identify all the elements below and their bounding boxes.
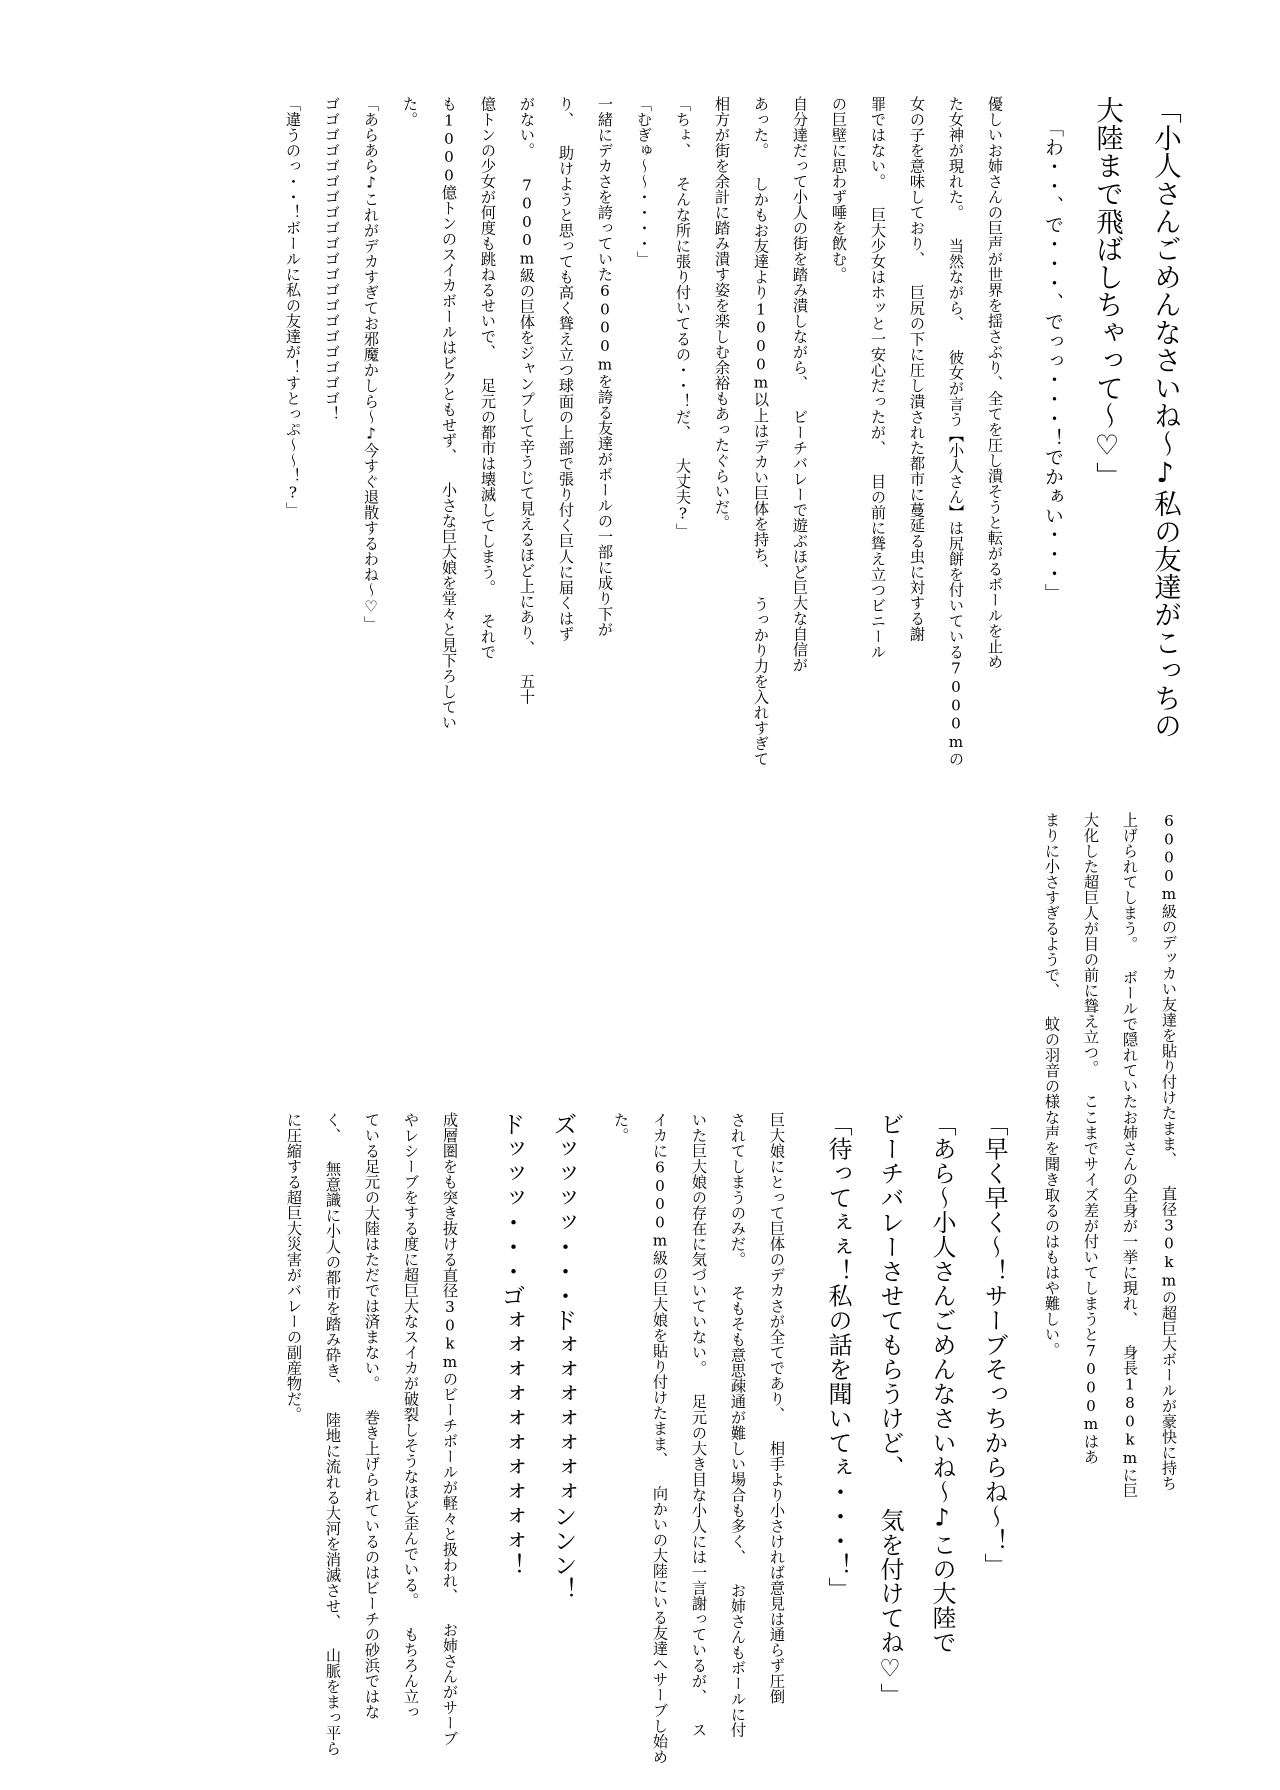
dialogue-line-beachvolley: ビーチバレーさせてもらうけど、 気を付けてね♡」 xyxy=(876,1112,904,1708)
body-column: ている足元の大陸はただでは済まない。 巻き上げられているのはビーチの砂浜ではな xyxy=(363,1112,381,1720)
body-column: た。 xyxy=(612,1112,630,1144)
body-column: 6000m級のデッカい友達を貼り付けたまま、 直径30kmの超巨大ボールが豪快に持ち xyxy=(1160,812,1178,1492)
body-column: イカに6000m級の巨大娘を貼り付けたまま、 向かいの大陸にいる友達へサーブし始め xyxy=(651,1112,669,1765)
body-column: 相方が街を余計に踏み潰す姿を楽しむ余裕もあったぐらいだ。 xyxy=(713,96,731,531)
body-column: の巨壁に思わず唾を飲む。 xyxy=(830,96,848,283)
dialogue-column: 「ちょ、 そんな所に張り付いてるの・・！だ、 大丈夫?」 xyxy=(674,96,692,539)
dialogue-line-ara-kobito: 「あら〜小人さんごめんなさいね〜♪この大陸で xyxy=(928,1112,956,1655)
top-text-block xyxy=(261,96,1181,767)
sfx-column: ゴゴゴゴゴゴゴゴゴゴゴゴゴゴゴゴゴゴゴゴ！ xyxy=(323,96,341,422)
body-column: まりに小さすぎるようで、 蚊の羽音の様な声を聞き取るのはもはや難しい。 xyxy=(1043,812,1061,1358)
body-column: 億トンの少女が何度も跳ねるせいで、 足元の都市は壊滅してしまう。 それで xyxy=(479,96,497,660)
dialogue-column: 「あらあら♪これがデカすぎてお邪魔かしら〜♪今すぐ退散するわね〜♡」 xyxy=(362,96,380,632)
body-column: いた巨大娘の存在に気づいていない。 足元の大き目な小人には一言謝っているが、 ス xyxy=(690,1112,708,1738)
body-column: 優しいお姉さんの巨声が世界を揺さぶり、全てを圧し潰そうと転がるボールを止め xyxy=(986,96,1004,670)
body-column: あった。 しかもお友達より1000m以上はデカい巨体を持ち、 うっかり力を入れすぎて xyxy=(752,96,770,767)
page-title-line1: 「小人さんごめんなさいね〜♪私の友達がこっちの xyxy=(1149,96,1181,740)
page-title-line2: 大陸まで飛ばしちゃって〜♡」 xyxy=(1091,96,1123,490)
dialogue-line-mattee: 「待ってぇぇ！私の話を聞いてぇ・・・！」 xyxy=(824,1112,852,1602)
body-column: 大化した超巨人が目の前に聳え立つ。 ここまでサイズ差が付いてしまうと7000mはあ xyxy=(1082,812,1100,1465)
body-column: がない。 7000m級の巨体をジャンプして辛うじて見えるほど上にあり、 五十 xyxy=(518,96,536,705)
body-column: やレシーブをする度に超巨大なスイカが破裂しそうなほど歪んでいる。 もちろん立っ xyxy=(402,1112,420,1720)
dialogue-column: 「違うのっ・・！ボールに私の友達が！すとっぷ〜〜！?」 xyxy=(284,96,302,518)
body-column: 巨大娘にとって巨体のデカさが全てであり、 相手より小さければ意見は通らず圧倒 xyxy=(768,1112,786,1704)
body-column: 一緒にデカさを誇っていた6000mを誇る友達がボールの一部に成り下が xyxy=(596,96,614,638)
bottom-text-block xyxy=(262,812,1176,1764)
body-column: されてしまうのみだ。 そもそも意思疎通が難しい場合も多く、 お姉さんもボールに付 xyxy=(729,1112,747,1738)
body-column: 自分達だって小人の街を踏み潰しながら、 ビーチバレーで遊ぶほど巨大な自信が xyxy=(791,96,809,673)
body-column: 女の子を意味しており、 巨尻の下に圧し潰された都市に蔓延る虫に対する謝 xyxy=(908,96,926,642)
body-column: も1000億トンのスイカボールはビクともせず、 小さな巨大娘を堂々と見下ろしてい xyxy=(440,96,458,731)
sfx-column-zu: ズッッッッ・・・ドォォォォォォォンンン！ xyxy=(549,1112,577,1602)
sfx-column-do: ドッッッ・・・ゴォォォォォォォォォォ！ xyxy=(497,1112,525,1578)
body-column: り、 助けようと思っても高く聳え立つ球面の上部で張り付く巨人に届くはず xyxy=(557,96,575,642)
body-column: に圧縮する超巨大災害がバレーの副産物だ。 xyxy=(285,1112,303,1423)
dialogue-line-wa-dekkai: 「わ・・、で・・・、でっっ・・・！でかぁい・・・」 xyxy=(1042,118,1064,603)
dialogue-column: 「むぎゅ〜〜・・・・」 xyxy=(635,96,653,267)
body-column: く、 無意識に小人の都市を踏み砕き、 陸地に流れる大河を消滅させ、 山脈をまっ平ら xyxy=(324,1112,342,1757)
dialogue-line-hayaku-serve: 「早く早く〜！サーブそっちからね〜！」 xyxy=(980,1112,1008,1578)
body-column: 罪ではない。 巨大少女はホッと一安心だったが、 目の前に聳え立つビニール xyxy=(869,96,887,660)
body-column: 成層圏をも突き抜ける直径30kmのビーチボールが軽々と扱われ、 お姉さんがサーブ xyxy=(441,1112,459,1747)
body-column: た。 xyxy=(401,96,419,128)
body-column: た女神が現れた。 当然ながら、 彼女が言う【小人さん】は尻餅を付いている7000mの xyxy=(947,96,965,767)
body-column: 上げられてしまう。 ボールで隠れていたお姉さんの全身が一挙に現れ、 身長180kmに巨 xyxy=(1121,812,1139,1499)
